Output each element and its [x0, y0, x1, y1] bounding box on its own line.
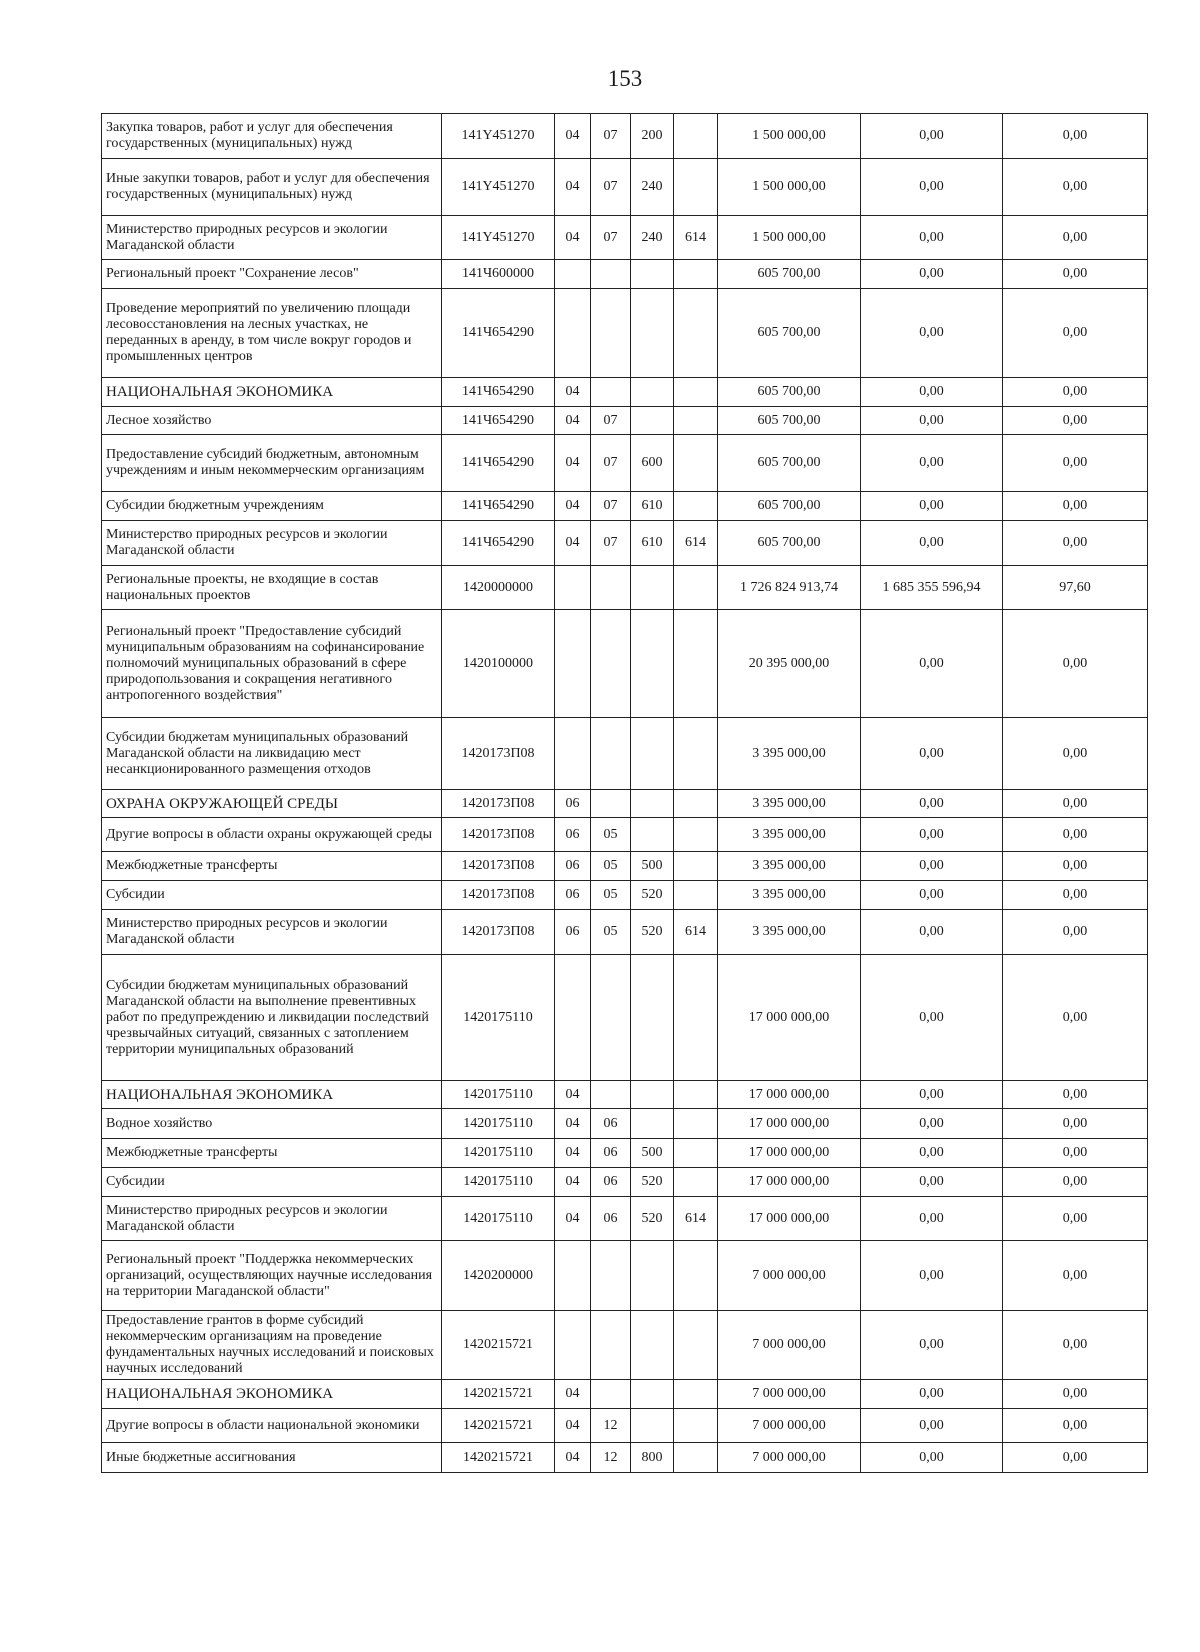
row-amount-planned: 1 500 000,00 [718, 159, 861, 216]
row-code: 141Ч654290 [442, 378, 555, 407]
row-amount-executed: 0,00 [861, 852, 1003, 881]
row-section: 06 [555, 818, 591, 852]
row-expense-type [631, 260, 674, 289]
row-subsection [591, 1380, 631, 1409]
table-row [102, 1139, 1148, 1168]
row-amount-executed: 0,00 [861, 216, 1003, 260]
row-amount-executed: 0,00 [861, 1311, 1003, 1380]
row-name: Министерство природных ресурсов и экологии Магаданской области [102, 521, 442, 566]
row-section: 04 [555, 114, 591, 159]
row-amount-executed: 0,00 [861, 435, 1003, 492]
row-name: Субсидии [102, 1168, 442, 1197]
row-code: 141Ч654290 [442, 289, 555, 378]
row-name: Водное хозяйство [102, 1109, 442, 1139]
row-code: 1420000000 [442, 566, 555, 610]
row-amount-executed: 0,00 [861, 378, 1003, 407]
row-amount-planned: 605 700,00 [718, 521, 861, 566]
row-code: 1420173П08 [442, 718, 555, 790]
row-amount-executed: 0,00 [861, 289, 1003, 378]
row-amount-planned: 17 000 000,00 [718, 1081, 861, 1109]
row-amount-executed: 0,00 [861, 1241, 1003, 1311]
row-expense-type [631, 1311, 674, 1380]
row-subsection: 05 [591, 852, 631, 881]
row-code: 1420173П08 [442, 852, 555, 881]
row-percent: 0,00 [1003, 910, 1148, 955]
row-expense-type [631, 1081, 674, 1109]
row-amount-executed: 0,00 [861, 1197, 1003, 1241]
row-subsection: 07 [591, 521, 631, 566]
table-row [102, 610, 1148, 718]
table-row [102, 566, 1148, 610]
row-subsection [591, 790, 631, 818]
row-section: 04 [555, 1197, 591, 1241]
row-subsection: 07 [591, 216, 631, 260]
row-code: 141Y451270 [442, 216, 555, 260]
row-amount-executed: 0,00 [861, 1168, 1003, 1197]
row-name: Субсидии бюджетам муниципальных образований Магаданской области на ликвидацию мест несанкционированного размещения отходов [102, 718, 442, 790]
row-expense-type: 240 [631, 216, 674, 260]
table-row [102, 114, 1148, 159]
row-name: Иные закупки товаров, работ и услуг для обеспечения государственных (муниципальных) нужд [102, 159, 442, 216]
table-row [102, 910, 1148, 955]
row-section: 06 [555, 910, 591, 955]
row-percent: 0,00 [1003, 289, 1148, 378]
row-amount-planned: 1 726 824 913,74 [718, 566, 861, 610]
row-expense-type [631, 407, 674, 435]
row-subsection: 07 [591, 492, 631, 521]
row-admin-code [674, 1380, 718, 1409]
row-amount-planned: 605 700,00 [718, 407, 861, 435]
row-code: 1420215721 [442, 1311, 555, 1380]
row-expense-type: 800 [631, 1443, 674, 1473]
row-code: 141Ч654290 [442, 521, 555, 566]
row-section: 04 [555, 1168, 591, 1197]
table-row [102, 1197, 1148, 1241]
row-expense-type: 500 [631, 1139, 674, 1168]
table-row [102, 718, 1148, 790]
row-admin-code [674, 610, 718, 718]
table-row [102, 1241, 1148, 1311]
row-section: 04 [555, 378, 591, 407]
row-subsection: 06 [591, 1139, 631, 1168]
row-name: Лесное хозяйство [102, 407, 442, 435]
row-expense-type: 240 [631, 159, 674, 216]
row-amount-executed: 0,00 [861, 114, 1003, 159]
row-code: 141Ч600000 [442, 260, 555, 289]
row-expense-type [631, 1409, 674, 1443]
row-amount-executed: 0,00 [861, 718, 1003, 790]
row-code: 141Ч654290 [442, 407, 555, 435]
table-row [102, 818, 1148, 852]
row-amount-executed: 0,00 [861, 521, 1003, 566]
row-amount-planned: 7 000 000,00 [718, 1409, 861, 1443]
row-name: Предоставление субсидий бюджетным, автономным учреждениям и иным некоммерческим организациям [102, 435, 442, 492]
row-admin-code [674, 1443, 718, 1473]
row-code: 141Ч654290 [442, 492, 555, 521]
table-row [102, 790, 1148, 818]
row-admin-code [674, 289, 718, 378]
row-code: 1420215721 [442, 1443, 555, 1473]
row-expense-type [631, 566, 674, 610]
row-name: Региональный проект "Предоставление субсидий муниципальным образованиям на софинансирование полномочий муниципальных образований в сфере природопользования и сокращения негативного антропогенного воздействия" [102, 610, 442, 718]
row-expense-type [631, 610, 674, 718]
row-amount-executed: 1 685 355 596,94 [861, 566, 1003, 610]
row-percent: 0,00 [1003, 1443, 1148, 1473]
row-percent: 0,00 [1003, 1409, 1148, 1443]
row-admin-code [674, 818, 718, 852]
row-name: Министерство природных ресурсов и экологии Магаданской области [102, 216, 442, 260]
row-name: Региональный проект "Поддержка некоммерческих организаций, осуществляющих научные исследования на территории Магаданской области" [102, 1241, 442, 1311]
row-admin-code [674, 566, 718, 610]
row-admin-code [674, 1311, 718, 1380]
row-code: 1420175110 [442, 955, 555, 1081]
row-percent: 0,00 [1003, 378, 1148, 407]
row-subsection [591, 289, 631, 378]
row-name: ОХРАНА ОКРУЖАЮЩЕЙ СРЕДЫ [102, 790, 442, 818]
row-admin-code [674, 1139, 718, 1168]
row-expense-type: 610 [631, 492, 674, 521]
row-percent: 0,00 [1003, 216, 1148, 260]
row-admin-code: 614 [674, 521, 718, 566]
row-subsection: 07 [591, 159, 631, 216]
row-section: 04 [555, 407, 591, 435]
row-percent: 0,00 [1003, 881, 1148, 910]
row-percent: 0,00 [1003, 260, 1148, 289]
table-row [102, 1109, 1148, 1139]
row-code: 1420175110 [442, 1139, 555, 1168]
row-expense-type: 520 [631, 1197, 674, 1241]
row-name: Субсидии бюджетам муниципальных образований Магаданской области на выполнение превентивных работ по предупреждению и ликвидации последствий чрезвычайных ситуаций, связанных с затоплением территории муниципальных образований [102, 955, 442, 1081]
row-percent: 0,00 [1003, 407, 1148, 435]
row-amount-executed: 0,00 [861, 818, 1003, 852]
row-amount-planned: 3 395 000,00 [718, 790, 861, 818]
table-row [102, 852, 1148, 881]
row-subsection [591, 566, 631, 610]
row-amount-planned: 7 000 000,00 [718, 1380, 861, 1409]
table-row [102, 521, 1148, 566]
row-percent: 0,00 [1003, 1168, 1148, 1197]
table-row [102, 1081, 1148, 1109]
row-amount-executed: 0,00 [861, 159, 1003, 216]
row-amount-planned: 7 000 000,00 [718, 1311, 861, 1380]
row-expense-type: 500 [631, 852, 674, 881]
row-amount-planned: 605 700,00 [718, 289, 861, 378]
row-amount-executed: 0,00 [861, 1443, 1003, 1473]
row-amount-planned: 3 395 000,00 [718, 852, 861, 881]
row-amount-executed: 0,00 [861, 881, 1003, 910]
row-name: Министерство природных ресурсов и экологии Магаданской области [102, 910, 442, 955]
row-name: Субсидии [102, 881, 442, 910]
row-expense-type [631, 790, 674, 818]
row-expense-type: 610 [631, 521, 674, 566]
row-name: Министерство природных ресурсов и экологии Магаданской области [102, 1197, 442, 1241]
row-amount-planned: 3 395 000,00 [718, 881, 861, 910]
row-name: Субсидии бюджетным учреждениям [102, 492, 442, 521]
row-admin-code [674, 378, 718, 407]
row-admin-code [674, 435, 718, 492]
row-code: 1420175110 [442, 1081, 555, 1109]
row-percent: 0,00 [1003, 718, 1148, 790]
row-subsection: 07 [591, 114, 631, 159]
row-percent: 0,00 [1003, 1081, 1148, 1109]
table-row [102, 492, 1148, 521]
row-code: 1420173П08 [442, 910, 555, 955]
row-amount-planned: 605 700,00 [718, 492, 861, 521]
row-percent: 0,00 [1003, 1380, 1148, 1409]
row-name: Межбюджетные трансферты [102, 1139, 442, 1168]
row-name: НАЦИОНАЛЬНАЯ ЭКОНОМИКА [102, 1380, 442, 1409]
row-amount-planned: 17 000 000,00 [718, 955, 861, 1081]
row-section: 04 [555, 159, 591, 216]
table-row [102, 1380, 1148, 1409]
row-expense-type: 600 [631, 435, 674, 492]
row-name: Другие вопросы в области охраны окружающей среды [102, 818, 442, 852]
row-subsection [591, 1311, 631, 1380]
row-code: 141Ч654290 [442, 435, 555, 492]
row-subsection: 06 [591, 1197, 631, 1241]
row-code: 1420215721 [442, 1380, 555, 1409]
row-percent: 0,00 [1003, 818, 1148, 852]
row-amount-executed: 0,00 [861, 260, 1003, 289]
row-percent: 0,00 [1003, 435, 1148, 492]
row-subsection: 05 [591, 881, 631, 910]
row-admin-code [674, 159, 718, 216]
row-code: 1420175110 [442, 1197, 555, 1241]
row-name: Закупка товаров, работ и услуг для обеспечения государственных (муниципальных) нужд [102, 114, 442, 159]
row-admin-code [674, 492, 718, 521]
row-subsection: 05 [591, 818, 631, 852]
row-section: 04 [555, 1081, 591, 1109]
row-admin-code [674, 790, 718, 818]
row-code: 1420200000 [442, 1241, 555, 1311]
table-row [102, 1311, 1148, 1380]
row-name: Межбюджетные трансферты [102, 852, 442, 881]
row-subsection [591, 378, 631, 407]
row-expense-type [631, 1109, 674, 1139]
row-amount-planned: 3 395 000,00 [718, 910, 861, 955]
row-expense-type [631, 1380, 674, 1409]
row-admin-code [674, 1409, 718, 1443]
row-percent: 0,00 [1003, 159, 1148, 216]
row-subsection [591, 260, 631, 289]
row-admin-code [674, 1081, 718, 1109]
table-row [102, 1443, 1148, 1473]
row-percent: 0,00 [1003, 610, 1148, 718]
table-row [102, 260, 1148, 289]
row-amount-planned: 1 500 000,00 [718, 114, 861, 159]
table-row [102, 881, 1148, 910]
row-section: 06 [555, 852, 591, 881]
row-amount-executed: 0,00 [861, 1109, 1003, 1139]
row-admin-code [674, 1109, 718, 1139]
row-section: 06 [555, 790, 591, 818]
row-name: Предоставление грантов в форме субсидий некоммерческим организациям на проведение фундаментальных научных исследований и поисковых научных исследований [102, 1311, 442, 1380]
row-amount-executed: 0,00 [861, 1081, 1003, 1109]
row-name: Региональные проекты, не входящие в состав национальных проектов [102, 566, 442, 610]
row-expense-type [631, 955, 674, 1081]
table-row [102, 435, 1148, 492]
row-code: 1420215721 [442, 1409, 555, 1443]
row-admin-code: 614 [674, 1197, 718, 1241]
row-amount-planned: 20 395 000,00 [718, 610, 861, 718]
table-row [102, 216, 1148, 260]
table-row [102, 1409, 1148, 1443]
row-expense-type [631, 1241, 674, 1311]
row-section [555, 1311, 591, 1380]
row-percent: 0,00 [1003, 1241, 1148, 1311]
table-row [102, 159, 1148, 216]
row-admin-code [674, 955, 718, 1081]
row-expense-type [631, 378, 674, 407]
row-amount-planned: 17 000 000,00 [718, 1168, 861, 1197]
row-percent: 0,00 [1003, 114, 1148, 159]
row-subsection [591, 1081, 631, 1109]
row-section: 04 [555, 1109, 591, 1139]
row-amount-executed: 0,00 [861, 910, 1003, 955]
row-amount-executed: 0,00 [861, 1409, 1003, 1443]
row-name: Проведение мероприятий по увеличению площади лесовосстановления на лесных участках, не переданных в аренду, в том числе вокруг городов и промышленных центров [102, 289, 442, 378]
row-subsection: 12 [591, 1443, 631, 1473]
row-admin-code [674, 1168, 718, 1197]
row-admin-code [674, 1241, 718, 1311]
row-expense-type: 520 [631, 1168, 674, 1197]
row-name: НАЦИОНАЛЬНАЯ ЭКОНОМИКА [102, 378, 442, 407]
row-subsection [591, 955, 631, 1081]
row-percent: 0,00 [1003, 852, 1148, 881]
row-amount-planned: 605 700,00 [718, 378, 861, 407]
row-code: 141Y451270 [442, 114, 555, 159]
row-section [555, 955, 591, 1081]
row-section [555, 610, 591, 718]
row-name: НАЦИОНАЛЬНАЯ ЭКОНОМИКА [102, 1081, 442, 1109]
row-amount-planned: 605 700,00 [718, 260, 861, 289]
row-amount-planned: 3 395 000,00 [718, 718, 861, 790]
row-percent: 97,60 [1003, 566, 1148, 610]
row-subsection [591, 610, 631, 718]
row-amount-planned: 17 000 000,00 [718, 1139, 861, 1168]
table-row [102, 407, 1148, 435]
row-expense-type [631, 818, 674, 852]
row-expense-type [631, 289, 674, 378]
row-expense-type: 520 [631, 910, 674, 955]
row-amount-planned: 7 000 000,00 [718, 1241, 861, 1311]
row-code: 1420173П08 [442, 818, 555, 852]
row-code: 1420173П08 [442, 790, 555, 818]
row-expense-type: 200 [631, 114, 674, 159]
row-amount-planned: 17 000 000,00 [718, 1197, 861, 1241]
row-admin-code [674, 881, 718, 910]
row-code: 1420173П08 [442, 881, 555, 910]
row-section: 04 [555, 521, 591, 566]
row-code: 1420175110 [442, 1109, 555, 1139]
row-subsection: 06 [591, 1109, 631, 1139]
row-amount-planned: 7 000 000,00 [718, 1443, 861, 1473]
row-section: 04 [555, 435, 591, 492]
row-expense-type: 520 [631, 881, 674, 910]
row-section: 04 [555, 1380, 591, 1409]
row-section: 04 [555, 492, 591, 521]
row-subsection: 07 [591, 435, 631, 492]
row-admin-code [674, 114, 718, 159]
row-percent: 0,00 [1003, 790, 1148, 818]
row-amount-executed: 0,00 [861, 790, 1003, 818]
row-admin-code [674, 718, 718, 790]
row-amount-planned: 605 700,00 [718, 435, 861, 492]
row-subsection: 07 [591, 407, 631, 435]
row-amount-planned: 3 395 000,00 [718, 818, 861, 852]
row-name: Другие вопросы в области национальной экономики [102, 1409, 442, 1443]
row-percent: 0,00 [1003, 1109, 1148, 1139]
row-section: 04 [555, 1139, 591, 1168]
row-percent: 0,00 [1003, 1197, 1148, 1241]
row-amount-executed: 0,00 [861, 955, 1003, 1081]
row-name: Иные бюджетные ассигнования [102, 1443, 442, 1473]
row-admin-code: 614 [674, 910, 718, 955]
row-section [555, 1241, 591, 1311]
row-section [555, 566, 591, 610]
row-subsection: 12 [591, 1409, 631, 1443]
row-section: 06 [555, 881, 591, 910]
row-amount-executed: 0,00 [861, 1380, 1003, 1409]
row-percent: 0,00 [1003, 1311, 1148, 1380]
row-percent: 0,00 [1003, 1139, 1148, 1168]
row-subsection [591, 718, 631, 790]
row-section [555, 289, 591, 378]
row-percent: 0,00 [1003, 492, 1148, 521]
row-admin-code: 614 [674, 216, 718, 260]
row-code: 1420175110 [442, 1168, 555, 1197]
row-amount-executed: 0,00 [861, 407, 1003, 435]
row-percent: 0,00 [1003, 521, 1148, 566]
table-row [102, 1168, 1148, 1197]
row-section: 04 [555, 1409, 591, 1443]
row-name: Региональный проект "Сохранение лесов" [102, 260, 442, 289]
row-expense-type [631, 718, 674, 790]
row-amount-executed: 0,00 [861, 610, 1003, 718]
row-admin-code [674, 852, 718, 881]
row-section: 04 [555, 1443, 591, 1473]
row-section [555, 718, 591, 790]
row-admin-code [674, 407, 718, 435]
row-code: 141Y451270 [442, 159, 555, 216]
row-subsection: 06 [591, 1168, 631, 1197]
row-code: 1420100000 [442, 610, 555, 718]
row-amount-planned: 1 500 000,00 [718, 216, 861, 260]
table-row [102, 378, 1148, 407]
row-admin-code [674, 260, 718, 289]
row-section [555, 260, 591, 289]
row-amount-executed: 0,00 [861, 492, 1003, 521]
row-section: 04 [555, 216, 591, 260]
row-amount-planned: 17 000 000,00 [718, 1109, 861, 1139]
table-row [102, 955, 1148, 1081]
table-row [102, 289, 1148, 378]
row-percent: 0,00 [1003, 955, 1148, 1081]
budget-table [101, 113, 1148, 1473]
page-number: 153 [607, 66, 643, 91]
row-subsection: 05 [591, 910, 631, 955]
row-subsection [591, 1241, 631, 1311]
row-amount-executed: 0,00 [861, 1139, 1003, 1168]
